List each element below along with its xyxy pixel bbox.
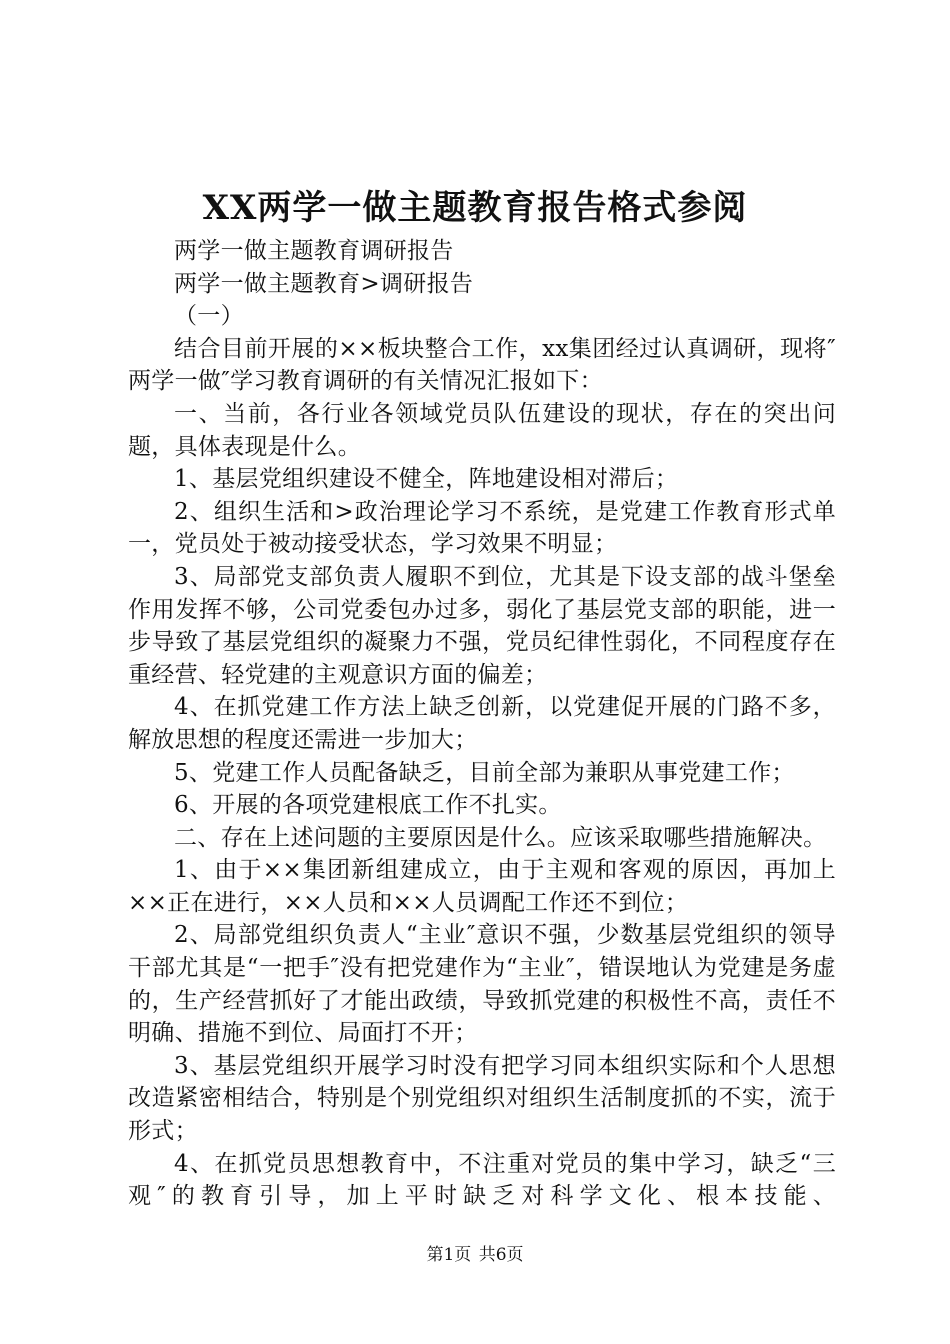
- page-footer: [0, 1243, 950, 1267]
- paragraph-item-2-4: 4、在抓党员思想教育中，不注重对党员的集中学习，缺乏“三观″的教育引导，加上平时缺乏对科学文化、根本技能、: [128, 1150, 836, 1210]
- paragraph-item-1-5: 5、党建工作人员配备缺乏，目前全部为兼职从事党建工作；: [174, 759, 795, 786]
- paragraph-item-2-2: 2、局部党组织负责人“主业″意识不强，少数基层党组织的领导干部尤其是“一把手″没有把党建作为“主业″，错误地认为党建是务虚的，生产经营抓好了才能出政绩，导致抓党建的积极性不高，责任不明确、措施不到位、局面打不开；: [128, 922, 836, 1047]
- paragraph-subtitle-2: 两学一做主题教育>调研报告: [174, 270, 474, 297]
- paragraph-section-marker: （一）: [174, 303, 244, 330]
- paragraph-item-1-6: 6、开展的各项党建根底工作不扎实。: [174, 792, 562, 819]
- paragraph-item-1-1: 1、基层党组织建设不健全，阵地建设相对滞后；: [174, 466, 679, 493]
- paragraph-question-1: 一、当前，各行业各领域党员队伍建设的现状，存在的突出问题，具体表现是什么。: [128, 400, 836, 460]
- paragraph-item-2-3: 3、基层党组织开展学习时没有把学习同本组织实际和个人思想改造紧密相结合，特别是个别党组织对组织生活制度抓的不实，流于形式；: [128, 1052, 836, 1145]
- paragraph-item-1-4: 4、在抓党建工作方法上缺乏创新，以党建促开展的门路不多，解放思想的程度还需进一步加大；: [128, 694, 836, 753]
- paragraph-intro: 结合目前开展的××板块整合工作，xx集团经过认真调研，现将″两学一做″学习教育调研的有关情况汇报如下：: [128, 335, 836, 395]
- document-title: XX两学一做主题教育报告格式参阅: [202, 188, 748, 228]
- paragraph-question-2: 二、存在上述问题的主要原因是什么。应该采取哪些措施解决。: [174, 824, 827, 851]
- page-number: 第1页: [426, 1245, 472, 1265]
- document-body: [128, 235, 836, 1213]
- paragraph-subtitle-1: 两学一做主题教育调研报告: [174, 238, 454, 264]
- paragraph-item-2-1: 1、由于××集团新组建成立，由于主观和客观的原因，再加上××正在进行，××人员和××人员调配工作还不到位；: [128, 857, 836, 916]
- paragraph-item-1-2: 2、组织生活和>政治理论学习不系统，是党建工作教育形式单一，党员处于被动接受状态，学习效果不明显；: [128, 498, 836, 558]
- page-total: 共6页: [478, 1245, 524, 1265]
- paragraph-item-1-3: 3、局部党支部负责人履职不到位，尤其是下设支部的战斗堡垒作用发挥不够，公司党委包办过多，弱化了基层党支部的职能，进一步导致了基层党组织的凝聚力不强，党员纪律性弱化，不同程度存在重经营、轻党建的主观意识方面的偏差；: [128, 563, 836, 688]
